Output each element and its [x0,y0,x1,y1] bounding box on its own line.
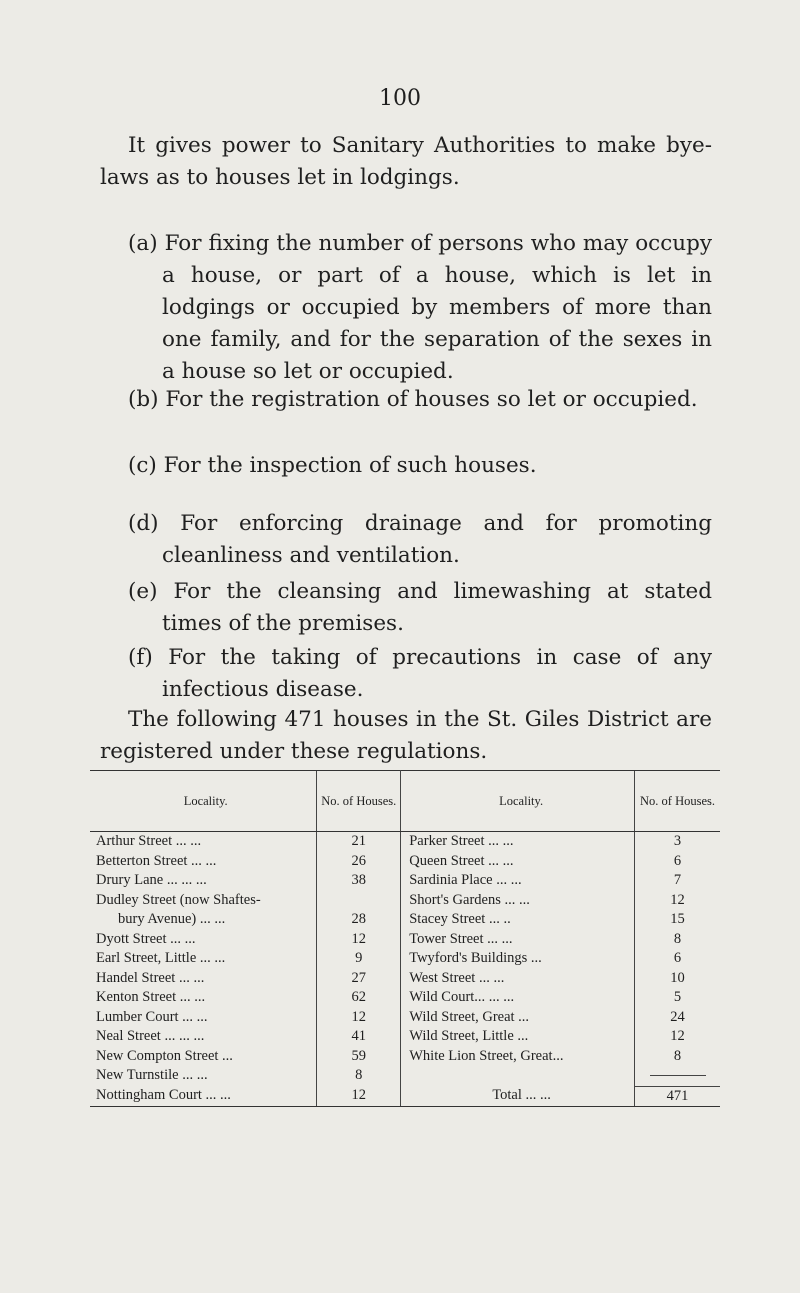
item-b-text [128,384,712,416]
item-c-body: For the inspection of such houses. [163,453,537,478]
right-houses-cell: 7 [635,871,721,891]
total-rule [650,1075,706,1076]
table-row [90,1086,720,1107]
left-locality-cell: Drury Lane ... ... ... [96,872,207,888]
table-row [90,910,720,930]
right-houses-cell: 3 [635,832,721,852]
item-d-body: For enforcing drainage and for promoting cleanliness and ventilation. [162,511,712,568]
table-row [90,832,720,852]
header-locality-left: Locality. [90,771,317,832]
right-houses-cell: 8 [635,930,721,950]
table-row [90,1047,720,1067]
left-houses-cell: 28 [317,910,401,930]
header-houses-left: No. of Houses. [317,771,401,832]
right-houses-cell: 15 [635,910,721,930]
item-e-marker: (e) [128,579,158,604]
header-locality-right: Locality. [401,771,635,832]
item-e [128,576,712,640]
left-houses-cell: 38 [317,871,401,891]
table-row [90,871,720,891]
left-locality-cell: Dyott Street ... ... [96,930,196,947]
item-d [128,508,712,572]
item-d-text [128,508,712,572]
left-houses-cell: 26 [317,852,401,872]
left-houses-cell: 9 [317,949,401,969]
right-locality-cell: White Lion Street, Great... [409,1047,564,1064]
left-houses-cell: 8 [317,1066,401,1086]
item-a [128,228,712,388]
right-locality-cell [401,1066,635,1086]
right-locality-cell: Parker Street ... ... [409,833,514,849]
right-locality-cell: Wild Court... ... ... [409,989,515,1005]
left-locality-cell: bury Avenue) ... ... [118,911,226,927]
left-houses-cell: 27 [317,969,401,989]
item-e-body: For the cleansing and limewashing at stated times of the premises. [162,579,712,636]
right-locality-cell: Queen Street ... ... [409,852,514,869]
item-f-text [128,642,712,706]
left-locality-cell: Arthur Street ... ... [96,833,202,849]
registered-houses-table [90,770,720,1107]
right-locality-cell: Wild Street, Great ... [409,1008,530,1025]
following-paragraph: The following 471 houses in the St. Giles District are registered under these regulations. [100,707,712,764]
right-houses-cell: 24 [635,1008,721,1028]
right-houses-cell: 10 [635,969,721,989]
right-houses-cell: 5 [635,988,721,1008]
item-c-text [128,450,712,482]
item-a-text [128,228,712,388]
left-locality-cell: Dudley Street (now Shaftes- [96,891,261,908]
table-body [90,832,720,1107]
left-locality-cell: Earl Street, Little ... ... [96,950,226,966]
left-houses-cell: 21 [317,832,401,852]
table-header-row [90,771,720,832]
item-f-marker: (f) [128,645,153,670]
total-label: Total ... ... [401,1086,635,1107]
item-b-marker: (b) [128,387,159,412]
left-locality-cell: Kenton Street ... ... [96,989,206,1005]
table-row [90,891,720,911]
left-houses-cell: 12 [317,1086,401,1107]
total-value: 471 [635,1086,721,1107]
right-houses-cell: 12 [635,1027,721,1047]
item-a-body: For fixing the number of persons who may occupy a house, or part of a house, which is let in lodgings or occupied by members of more than one family, and for the separation of the sexes in a house so let or occupied. [162,231,712,384]
item-a-marker: (a) [128,231,158,256]
right-houses-cell: 12 [635,891,721,911]
table-row [90,930,720,950]
right-houses-cell: 6 [635,949,721,969]
item-b [128,384,712,416]
table-row [90,988,720,1008]
left-locality-cell: Handel Street ... ... [96,969,205,986]
left-locality-cell: Neal Street ... ... ... [96,1028,205,1044]
left-locality-cell: New Turnstile ... ... [96,1067,208,1084]
left-locality-cell: New Compton Street ... [96,1047,233,1064]
right-locality-cell: Wild Street, Little ... [409,1028,529,1044]
table-row [90,1066,720,1086]
item-d-marker: (d) [128,511,159,536]
left-houses-cell: 62 [317,988,401,1008]
right-locality-cell: Stacey Street ... .. [409,911,511,927]
left-locality-cell: Lumber Court ... ... [96,1008,208,1025]
left-houses-cell [317,891,401,911]
table-row [90,1008,720,1028]
item-b-body: For the registration of houses so let or occupied. [165,387,698,412]
right-locality-cell: Tower Street ... ... [409,930,513,947]
left-locality-cell: Betterton Street ... ... [96,852,217,869]
left-houses-cell: 59 [317,1047,401,1067]
houses-table [90,770,720,1107]
intro-paragraph: It gives power to Sanitary Authorities to make bye-laws as to houses let in lodgings. [100,133,712,190]
page-number: 100 [379,86,421,111]
left-houses-cell: 12 [317,1008,401,1028]
header-houses-right: No. of Houses. [635,771,721,832]
item-c [128,450,712,482]
right-locality-cell: Short's Gardens ... ... [409,891,530,908]
table-row [90,1027,720,1047]
item-f-body: For the taking of precautions in case of any infectious disease. [162,645,712,702]
item-e-text [128,576,712,640]
right-houses-cell: 8 [635,1047,721,1067]
table-row [90,949,720,969]
right-locality-cell: Twyford's Buildings ... [409,950,542,966]
right-locality-cell: Sardinia Place ... ... [409,872,522,888]
right-houses-cell: 6 [635,852,721,872]
left-locality-cell: Nottingham Court ... ... [90,1086,317,1107]
left-houses-cell: 41 [317,1027,401,1047]
table-row [90,852,720,872]
right-houses-cell [635,1066,721,1086]
table-row [90,969,720,989]
item-c-marker: (c) [128,453,157,478]
left-houses-cell: 12 [317,930,401,950]
item-f [128,642,712,706]
right-locality-cell: West Street ... ... [409,969,505,986]
